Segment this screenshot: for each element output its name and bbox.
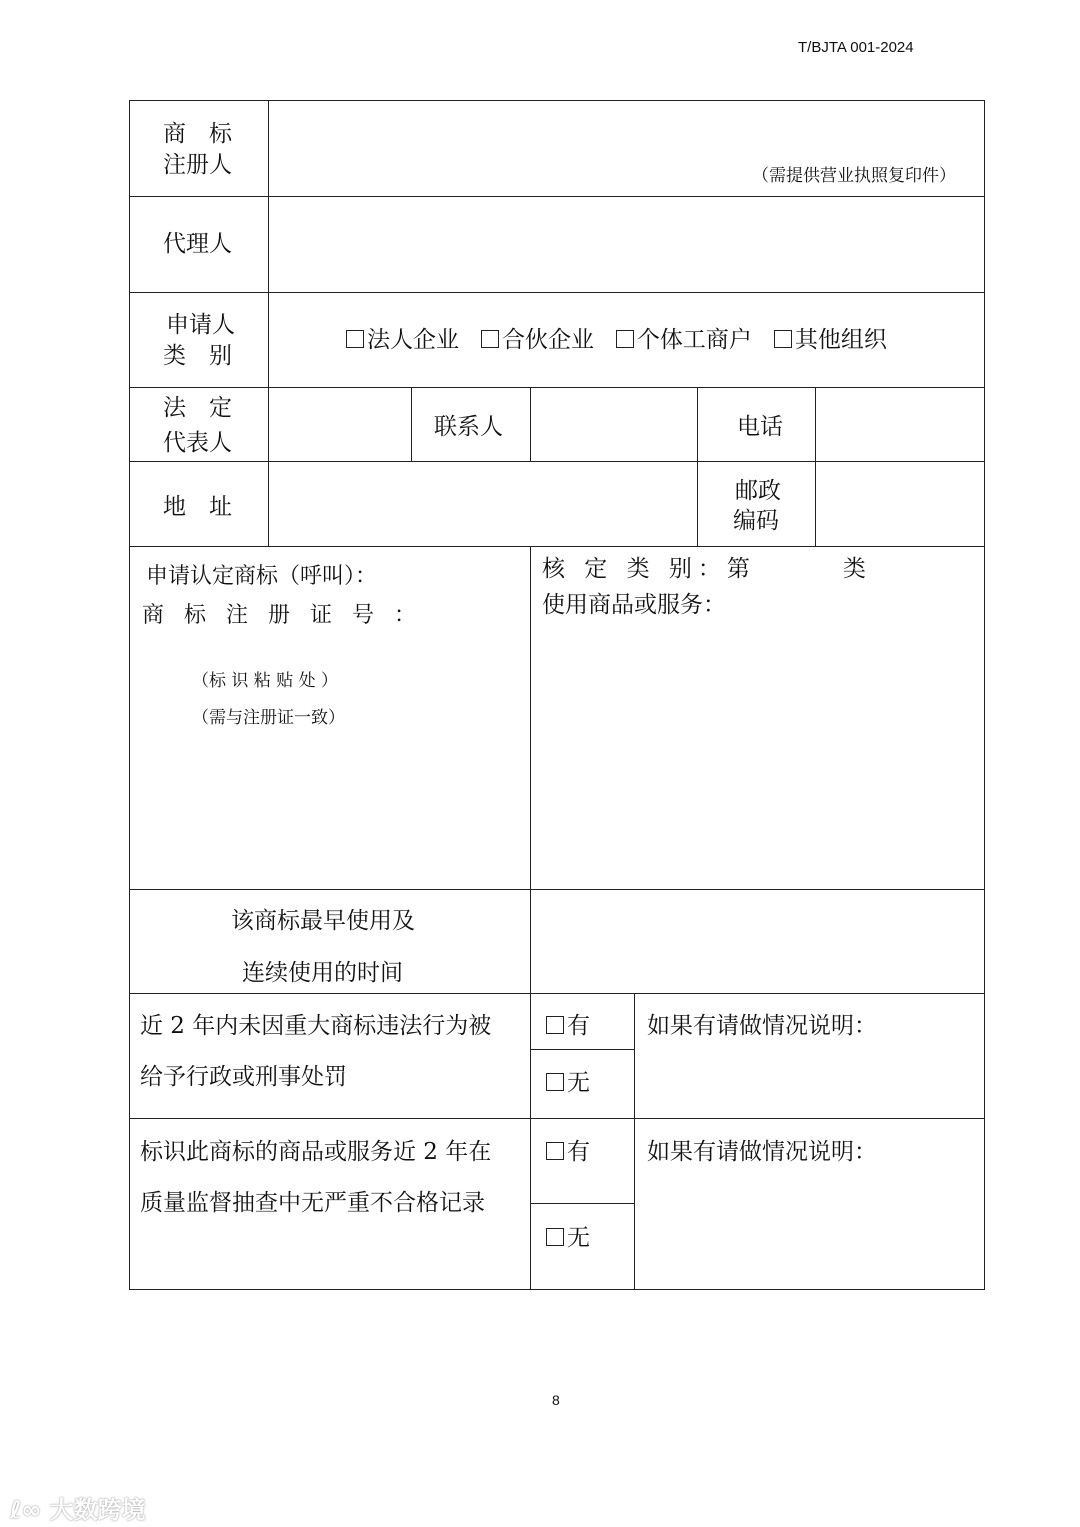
registrant-note: （需提供营业执照复印件） (752, 166, 956, 186)
table-border (129, 1289, 985, 1290)
legal-rep-label: 法 定 (163, 395, 232, 421)
penalty-no-checkbox[interactable]: 无 (546, 1072, 590, 1095)
col-divider (815, 387, 816, 546)
legal-rep-label: 代表人 (163, 430, 232, 456)
applicant-type-options (346, 329, 887, 352)
consistent-note: （需与注册证一致） (192, 708, 345, 728)
phone-label: 电话 (737, 414, 783, 440)
cell-divider (530, 1203, 634, 1204)
table-border (984, 100, 985, 1289)
registrant-label: 商 标 (163, 121, 232, 147)
first-use-label: 连续使用的时间 (242, 960, 403, 986)
quality-label: 标识此商标的商品或服务近 2 年在 (140, 1139, 492, 1165)
col-divider (530, 546, 531, 1289)
first-use-field[interactable] (532, 891, 982, 991)
penalty-label: 近 2 年内未因重大商标违法行为被 (140, 1013, 492, 1039)
quality-label: 质量监督抽查中无严重不合格记录 (140, 1190, 485, 1216)
quality-explain-label: 如果有请做情况说明： (647, 1139, 877, 1165)
row-divider (129, 1118, 984, 1119)
row-divider (129, 546, 984, 547)
col-divider (634, 993, 635, 1289)
row-divider (129, 292, 984, 293)
row-divider (129, 889, 984, 890)
col-divider (268, 100, 269, 546)
col-divider (411, 387, 412, 461)
checkbox-legal-entity[interactable]: 法人企业 (346, 327, 459, 353)
reg-no-label: 商标注册证号： (142, 603, 437, 628)
goods-label: 使用商品或服务： (542, 592, 726, 618)
row-divider (129, 993, 984, 994)
applicant-type-label: 申请人 (166, 312, 235, 338)
cell-divider (530, 1049, 634, 1050)
checkbox-individual-business[interactable]: 个体工商户 (616, 327, 752, 353)
table-border (129, 100, 130, 1289)
trademark-name-label: 申请认定商标（呼叫）： (146, 564, 378, 589)
postcode-label: 邮政 (735, 478, 781, 504)
contact-label: 联系人 (434, 414, 503, 440)
first-use-label: 该商标最早使用及 (231, 908, 415, 934)
row-divider (129, 461, 984, 462)
postcode-label: 编码 (733, 508, 779, 534)
page-number: 8 (552, 1392, 560, 1408)
address-label: 地 址 (163, 494, 232, 520)
registrant-field[interactable] (270, 102, 982, 194)
checkbox-partnership[interactable]: 合伙企业 (481, 327, 594, 353)
watermark-logo: ℓ∞ 大数跨境 (10, 1496, 146, 1524)
quality-yes-checkbox[interactable]: 有 (546, 1141, 590, 1164)
col-divider (697, 387, 698, 546)
applicant-type-label: 类 别 (163, 343, 232, 369)
penalty-label: 给予行政或刑事处罚 (140, 1064, 347, 1090)
registrant-label: 注册人 (163, 152, 232, 178)
col-divider (530, 387, 531, 461)
doc-code: T/BJTA 001-2024 (798, 39, 914, 56)
penalty-explain-label: 如果有请做情况说明： (647, 1013, 877, 1039)
class-label: 核 定 类 别：第 类 (542, 556, 872, 582)
row-divider (129, 196, 984, 197)
agent-field[interactable] (270, 198, 982, 290)
table-border (129, 100, 984, 101)
checkbox-other-org[interactable]: 其他组织 (774, 327, 887, 353)
quality-no-checkbox[interactable]: 无 (546, 1227, 590, 1250)
paste-note: （标 识 粘 贴 处 ） (192, 671, 339, 691)
penalty-yes-checkbox[interactable]: 有 (546, 1015, 590, 1038)
agent-label: 代理人 (163, 231, 232, 257)
row-divider (129, 387, 984, 388)
